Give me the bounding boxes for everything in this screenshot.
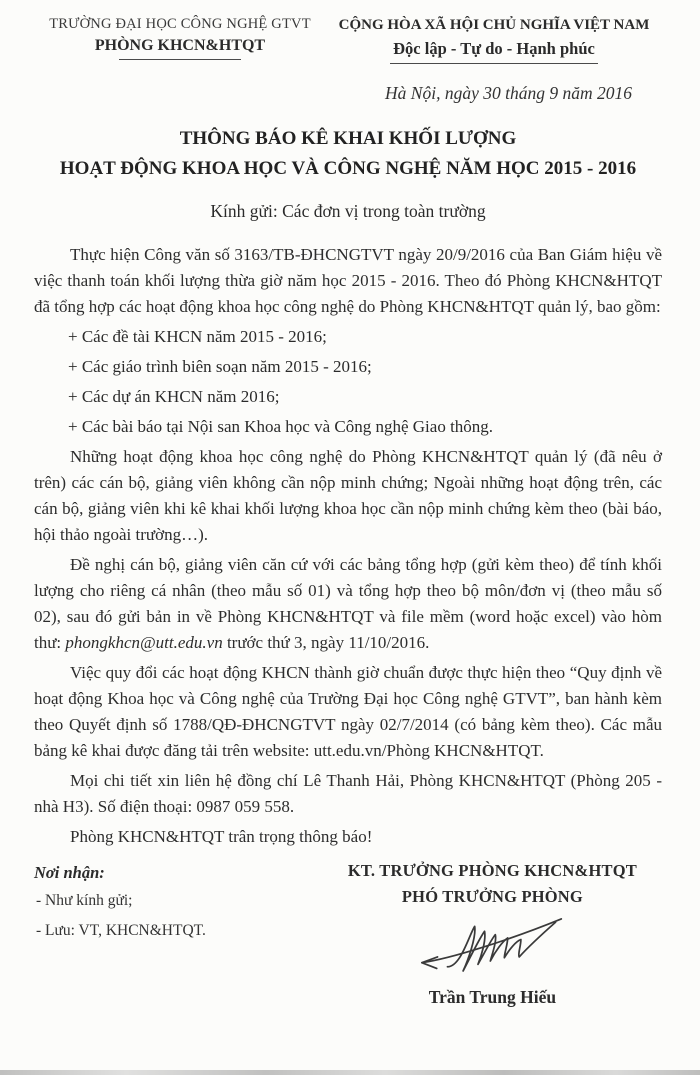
paragraph-contact: Mọi chi tiết xin liên hệ đồng chí Lê Thanh Hải, Phòng KHCN&HTQT (Phòng 205 - nhà H3). Số điện thoại: 0987 059 558. — [34, 771, 662, 816]
recipients-label: Nơi nhận: — [34, 863, 105, 882]
scan-artifact-bottom-edge — [0, 1070, 700, 1075]
email-address: phongkhcn@utt.edu.vn — [65, 633, 223, 652]
submission-deadline: trước thứ 3, ngày 11/10/2016. — [222, 633, 430, 652]
handwritten-signature — [323, 914, 662, 980]
signer-title-line-1: KT. TRƯỞNG PHÒNG KHCN&HTQT — [347, 861, 637, 880]
paragraph-conversion-rules: Việc quy đổi các hoạt động KHCN thành giờ chuẩn được thực hiện theo “Quy định về hoạt động Khoa học và Công nghệ của Trường Đại học Công nghệ GTVT”, ban hành kèm theo Quyết định số 1788/QĐ-ĐHCNGTVT ngày 02/7/2014 (có bảng kèm theo). Các mẫu bảng kê khai được đăng tải trên website: utt.edu.vn/Phòng KHCN&HTQT. — [34, 663, 662, 760]
title-line-2: HOẠT ĐỘNG KHOA HỌC VÀ CÔNG NGHỆ NĂM HỌC 2015 - 2016 — [59, 158, 637, 179]
document-title — [34, 124, 662, 184]
bullet-item-projects: + Các dự án KHCN năm 2016; — [68, 387, 280, 406]
national-title: CỘNG HÒA XÃ HỘI CHỦ NGHĨA VIỆT NAM — [338, 17, 650, 33]
signature-scribble-icon — [402, 914, 582, 980]
title-line-1: THÔNG BÁO KÊ KHAI KHỐI LƯỢNG — [179, 128, 517, 149]
bullet-item-articles: + Các bài báo tại Nội san Khoa học và Công nghệ Giao thông. — [68, 417, 494, 436]
motto-underline — [390, 63, 598, 64]
bullet-item-topics: + Các đề tài KHCN năm 2015 - 2016; — [68, 327, 327, 346]
submission-instructions: Đề nghị cán bộ, giảng viên căn cứ với các bảng tổng hợp (gửi kèm theo) để tính khối lượng cho riêng cá nhân (theo mẫu số 01) và tổng hợp theo bộ môn/đơn vị (theo mẫu số 02), sau đó gửi bản in về Phòng KHCN&HTQT và file mềm (word hoặc excel) vào hòm thư: — [34, 555, 662, 652]
salutation-line: Kính gửi: Các đơn vị trong toàn trường — [210, 201, 486, 221]
national-motto: Độc lập - Tự do - Hạnh phúc — [393, 39, 595, 58]
date-line: Hà Nội, ngày 30 tháng 9 năm 2016 — [385, 83, 632, 103]
signer-name: Trần Trung Hiếu — [428, 987, 557, 1007]
document-header — [34, 14, 662, 64]
bullet-list — [34, 324, 662, 440]
org-name: TRƯỜNG ĐẠI HỌC CÔNG NGHỆ GTVT — [49, 16, 311, 32]
document-body — [34, 242, 662, 850]
recipients-block — [34, 858, 323, 1010]
paragraph-evidence-rules: Những hoạt động khoa học công nghệ do Phòng KHCN&HTQT quản lý (đã nêu ở trên) các cán bộ, giảng viên không cần nộp minh chứng; Ngoài những hoạt động trên, các cán bộ, giảng viên khi kê khai khối lượng khoa học cần nộp minh chứng kèm theo (bài báo, hội thảo ngoài trường…). — [34, 447, 662, 544]
paragraph-submission — [34, 552, 662, 656]
issuing-org-block — [34, 14, 326, 60]
paragraph-intro: Thực hiện Công văn số 3163/TB-ĐHCNGTVT ngày 20/9/2016 của Ban Giám hiệu về việc thanh toán khối lượng thừa giờ năm học 2015 - 2016. Theo đó Phòng KHCN&HTQT đã tổng hợp các hoạt động khoa học công nghệ do Phòng KHCN&HTQT quản lý, bao gồm: — [34, 245, 662, 316]
bullet-item-textbooks: + Các giáo trình biên soạn năm 2015 - 2016; — [68, 357, 372, 376]
closing-line: Phòng KHCN&HTQT trân trọng thông báo! — [70, 827, 373, 846]
org-department: PHÒNG KHCN&HTQT — [94, 37, 266, 54]
recipient-item: - Lưu: VT, KHCN&HTQT. — [36, 922, 206, 939]
national-header-block — [326, 14, 662, 64]
recipient-item: - Như kính gửi; — [36, 892, 133, 909]
signer-title-line-2: PHÓ TRƯỞNG PHÒNG — [401, 887, 583, 906]
signature-section — [34, 858, 662, 1010]
signer-block — [323, 858, 662, 1010]
org-underline — [119, 59, 241, 60]
